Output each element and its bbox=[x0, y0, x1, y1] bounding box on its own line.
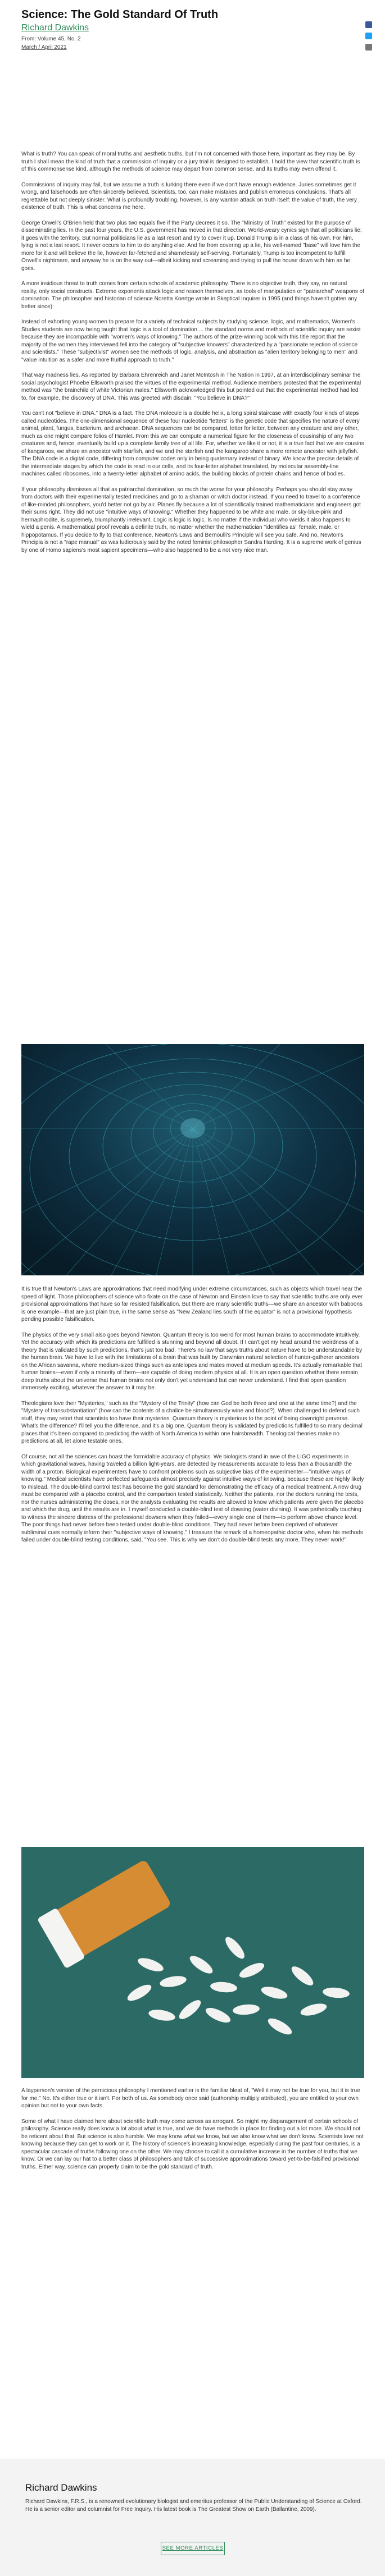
issue-date-link[interactable]: March / April 2021 bbox=[21, 44, 67, 51]
article-body-part-3 bbox=[21, 2087, 364, 2179]
paragraph: A more insidious threat to truth comes from certain schools of academic philosophy. There is no objective truth, they say, no natural reality, only social constructs. Extreme exponents attack logic and reason themselves, as tools of manipulation or "patriarchal" weapons of domination. The philosopher and historian of science Noretta Koertge wrote in Skeptical Inquirer in 1995 (and things haven't gotten any better since): bbox=[21, 281, 364, 310]
paragraph: The physics of the very small also goes beyond Newton. Quantum theory is too weird for most human brains to accommodate intuitively. Yet the accuracy with which its predictions are fulfilled is stunning and beyond all doubt. If I can't get my head around the weirdness of a theory that is validated by such predictions, that's just too bad. There's no law that says truths about nature have to be understandable by the human brain. We have to live with the limitations of a brain that was built by Darwinian natural selection of hunter-gatherer ancestors on the African savanna, where medium-sized things such as antelopes and mates moved at medium speeds. It's actually remarkable that human brains—even if only a minority of them—are capable of doing modern physics at all. It is an open question whether there remain deep truths about the universe that human brains not only don't yet understand but can never understand. I find that open question immensely exciting, whatever the answer to it may be. bbox=[21, 1332, 363, 1391]
email-icon[interactable] bbox=[365, 44, 372, 51]
pills-illustration bbox=[21, 1847, 364, 2078]
share-bar bbox=[365, 21, 373, 55]
paragraph: Of course, not all the sciences can boast the formidable accuracy of physics. We biologists stand in awe of the LIGO experiments in which gravitational waves, having traveled a billion light-years, are detected by measurements accurate to less than a thousandth the width of a proton. Biological experimenters have to confront problems such as subjective bias of the experimenter—"intuitive ways of knowing." Medical scientists have perfected safeguards almost precisely against intuitive ways of knowing, because these are highly likely to mislead. The double-blind control test has become the gold standard for demonstrating the efficacy of a medical treatment. A new drug must be compared with a placebo control, and the comparison tested statistically. Neither the patients, nor the doctors running the tests, nor the nurses administering the doses, nor the analysts evaluating the results are allowed to know which patients were given the placebo and which the drug, until the results are in. I myself conducted a double-blind test of dowsing (water divining). It was pathetically touching to witness the sincere distress of the professional dowsers when they failed—every single one of them—to perform above chance level. The poor things had never before been tested under double-blind conditions. They had never before been deprived of whatever subliminal cues normally inform their "subjective ways of knowing." I treasure the remark of a homeopathic doctor who, when his methods failed under double-blind testing conditions, said, "You see. This is why we don't do double-blind tests any more. They never work!" bbox=[21, 1453, 364, 1543]
tunnel-graphic bbox=[21, 1044, 364, 1275]
article-body-part-2 bbox=[21, 1285, 364, 1552]
paragraph: You can't not "believe in DNA." DNA is a fact. The DNA molecule is a double helix, a long spiral staircase with exactly four kinds of steps called nucleotides. The one-dimensional sequence of these four nucleotide "letters" is the genetic code that specifies the nature of every animal, plant, fungus, bacterium, and archaean. DNA sequences can be compared, letter for letter, between any creature and any other, much as one might compare folios of Hamlet. From this we can compute a numerical figure for the closeness of cousinship of any two creatures and, hence, eventually build up a complete family tree of all life. For, whether we like it or not, it is a true fact that we are cousins of kangaroos, we share an ancestor with starfish, and we and the starfish and the kangaroo share a more remote ancestor with jellyfish. The DNA code is a digital code, differing from computer codes only in being quaternary instead of binary. We know the precise details of the intermediate stages by which the code is read in our cells, and its four-letter alphabet translated, by molecular assembly-line machines called ribosomes, into a twenty-letter alphabet of amino acids, the building blocks of protein chains and hence of bodies. bbox=[21, 410, 364, 477]
paragraph: What is truth? You can speak of moral truths and aesthetic truths, but I'm not concerned with those here, important as they may be. By truth I shall mean the kind of truth that a commission of inquiry or a jury trial is designed to establish. I hold the view that scientific truth is of this commonsense kind, although the methods of science may depart from common sense, and its truths may even offend it. bbox=[21, 151, 360, 172]
paragraph: A layperson's version of the pernicious philosophy I mentioned earlier is the familiar bleat of, "Well it may not be true for you, but it is true for me." No. It's either true or it isn't. For both of us. As somebody once said (authorship multiply attributed), you are entitled to your own opinion but not to your own facts. bbox=[21, 2088, 360, 2109]
paragraph: Instead of exhorting young women to prepare for a variety of technical subjects by studying science, logic, and mathematics, Women's Studies students are now being taught that logic is a tool of domination ... the standard norms and methods of scientific inquiry are sexist because they are incompatible with "women's ways of knowing." The authors of the prize-winning book with this title report that the majority of the women they interviewed fell into the category of "subjective knowers" characterized by a "passionate rejection of science and scientists." These "subjectivist" women see the methods of logic, analysis, and abstraction as "alien territory belonging to men" and "value intuition as a safer and more fruitful approach to truth." bbox=[21, 319, 361, 363]
author-bio-box bbox=[0, 2459, 385, 2576]
author-name: Richard Dawkins bbox=[25, 2482, 97, 2493]
paragraph: George Orwell's O'Brien held that two plus two equals five if the Party decrees it so. The "Ministry of Truth" existed for the purpose of disseminating lies. In the past four years, the U.S. government has moved in that direction. World-weary cynics sigh that all politicians lie; it goes with the territory. But normal politicians lie as a last resort and try to cover it up. Donald Trump is in a class of his own. For him, lying is not a last resort. It never occurs to him to do anything else. And far from covering up a lie, his well-named "base" will love him the more for it and will believe the lie, however far-fetched and shamelessly self-serving. Fortunately, Trump is too incompetent to fulfill Orwell's nightmare, and anyway he is on the way out—albeit kicking and screaming and trying to pull the house down with him as he goes. bbox=[21, 219, 362, 272]
see-more-articles-button[interactable]: SEE MORE ARTICLES bbox=[161, 2542, 225, 2555]
article-title: Science: The Gold Standard Of Truth bbox=[21, 8, 219, 21]
tunnel-illustration bbox=[21, 1044, 364, 1275]
facebook-icon[interactable] bbox=[365, 21, 372, 28]
twitter-icon[interactable] bbox=[365, 33, 372, 39]
paragraph: Commissions of inquiry may fail, but we assume a truth is lurking there even if we don't have enough evidence. Juries sometimes get it wrong, and falsehoods are often sincerely believed. Scientists, too, can make mistakes and publish erroneous conclusions. That's all regrettable but not deeply sinister. What is profoundly troubling, however, is any wanton attack on truth itself: the value of truth, the very existence of truth. This is what concerns me here. bbox=[21, 181, 357, 211]
pills-graphic bbox=[21, 1847, 364, 2078]
article-body-part-1 bbox=[21, 150, 364, 562]
paragraph: Theologians love their "Mysteries," such as the "Mystery of the Trinity" (how can God be both three and one at the same time?) and the "Mystery of transubstantiation" (how can the contents of a chalice be simultaneously wine and blood?). When challenged to defend such stuff, they may retort that scientists too have their mysteries. Quantum theory is mysterious to the point of being downright perverse. What's the difference? I'll tell you the difference, and it's a big one. Quantum theory is validated by predictions fulfilled to so many decimal places that it's been compared to predicting the width of North America to within one hairsbreadth. Theological theories make no predictions at all, let alone testable ones. bbox=[21, 1400, 363, 1444]
author-bio: Richard Dawkins, F.R.S., is a renowned evolutionary biologist and emeritus professor of the Public Understanding of Science at Oxford. He is a senior editor and columnist for Free Inquiry. His latest book is The Greatest Show on Earth (Ballantine, 2009). bbox=[25, 2499, 362, 2513]
volume-line: From: Volume 45, No. 2 bbox=[21, 36, 81, 42]
author-link[interactable]: Richard Dawkins bbox=[21, 23, 89, 33]
paragraph: It is true that Newton's Laws are approximations that need modifying under extreme circumstances, such as objects which travel near the speed of light. Those philosophers of science who fixate on the case of Newton and Einstein love to say that scientific truths are only ever provisional approximations that have so far resisted falsification. But there are many scientific truths—we share an ancestor with baboons is one example—that are just plain true, in the same sense as "New Zealand lies south of the equator" is not a provisional hypothesis pending possible falsification. bbox=[21, 1286, 363, 1323]
article-header bbox=[21, 8, 364, 52]
paragraph: That way madness lies. As reported by Barbara Ehrenreich and Janet McIntosh in The Nation in 1997, at an interdisciplinary seminar the social psychologist Phoebe Ellsworth praised the virtues of the experimental method. Audience members protested that the experimental method was "the brainchild of white Victorian males." Ellsworth acknowledged this but pointed out that the experimental method had led to, for example, the discovery of DNA. This was greeted with disdain: "You believe in DNA?" bbox=[21, 372, 361, 401]
paragraph: Some of what I have claimed here about scientific truth may come across as arrogant. So might my disparagement of certain schools of philosophy. Science really does know a lot about what is true, and we do have methods in place for finding out a lot more. We should not be reticent about that. But science is also humble. We may know what we know, but we also know what we don't know. Scientists love not knowing because they can get to work on it. The history of science's increasing knowledge, especially during the past four centuries, is a spectacular cascade of truths following one on the other. We may choose to call it a cumulative increase in the number of truths that we know. Or we can lay our hat to a better class of philosophers and talk of successive approximations toward yet-to-be-falsified provisional truths. Either way, science can properly claim to be the gold standard of truth. bbox=[21, 2118, 364, 2170]
paragraph: If your philosophy dismisses all that as patriarchal domination, so much the worse for your philosophy. Perhaps you should stay away from doctors with their experimentally tested medicines and go to a shaman or witch doctor instead. If you need to travel to a conference of like-minded philosophers, you'd better not go by air. Planes fly because a lot of scientifically trained mathematicians and engineers got their sums right. They did not use "intuitive ways of knowing." Whether they happened to be white and male, or sky-blue-pink and hermaphrodite, is supremely, triumphantly irrelevant. Logic is logic is logic. Is no matter if the individual who wields it also happens to wield a penis. A mathematical proof reveals a definite truth, no matter whether the mathematician "identifies as" female, male, or hippopotamus. If you decide to fly to that conference, Newton's Laws and Bernoulli's Principle will see you safe. And no, Newton's Principia is not a "rape manual" as was ludicrously said by the noted feminist philosopher Sandra Harding. It is a supreme work of genius by one of Homo sapiens's most sapient specimens—who also happened to be a not very nice man. bbox=[21, 486, 361, 553]
